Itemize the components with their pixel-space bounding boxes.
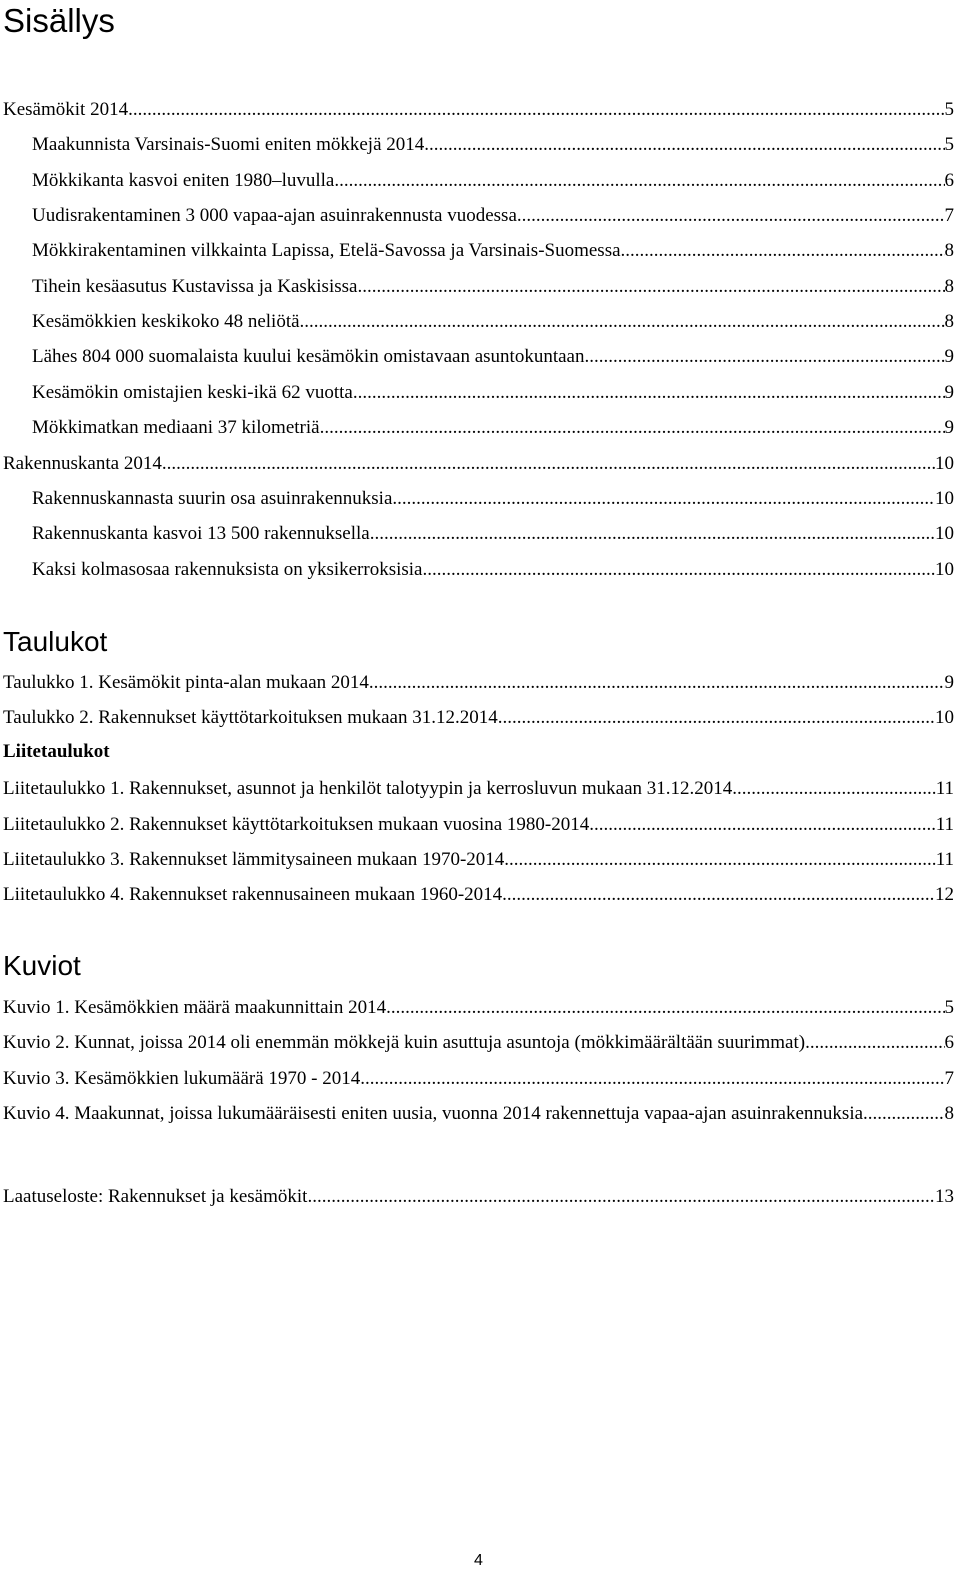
toc-entry-title: Kuvio 1. Kesämökkien määrä maakunnittain 2014 [3, 997, 387, 1018]
section-heading-figures: Kuviot [3, 950, 81, 981]
toc-entry-title: Mökkimatkan mediaani 37 kilometriä [32, 417, 320, 438]
toc-entry[interactable] [3, 1030, 954, 1056]
dot-leader [320, 415, 945, 441]
toc-entry-title: Rakennuskannasta suurin osa asuinrakennuksia [32, 488, 393, 509]
toc-entry-title: Kesämökin omistajien keski-ikä 62 vuotta [32, 382, 353, 403]
toc-entry-title: Kuvio 2. Kunnat, joissa 2014 oli enemmän mökkejä kuin asuttuja asuntoja (mökkimäärältään suurimmat) [3, 1032, 806, 1053]
dot-leader [360, 1066, 944, 1092]
section-heading-appendix-tables: Liitetaulukot [3, 741, 110, 762]
toc-entry-title: Tihein kesäasutus Kustavissa ja Kaskisissa [32, 276, 358, 297]
dot-leader [805, 1030, 944, 1056]
toc-entry-title: Lähes 804 000 suomalaista kuului kesämökin omistavaan asuntokuntaan [32, 346, 585, 367]
dot-leader [307, 1184, 935, 1210]
toc-entry-title: Mökkikanta kasvoi eniten 1980–luvulla [32, 170, 335, 191]
dot-leader [386, 995, 944, 1021]
toc-entry[interactable] [32, 274, 954, 300]
toc-entry[interactable] [3, 995, 954, 1021]
toc-entry-page: 9 [944, 346, 954, 367]
toc-entry-title: Rakennuskanta 2014 [3, 453, 162, 474]
toc-entry[interactable] [3, 882, 954, 908]
toc-entry-page: 11 [935, 778, 954, 799]
dot-leader [504, 847, 935, 873]
toc-entry-page: 6 [944, 1032, 954, 1053]
toc-entry-page: 12 [935, 884, 954, 905]
dot-leader [334, 168, 944, 194]
toc-entry[interactable] [32, 132, 954, 158]
toc-entry-title: Rakennuskanta kasvoi 13 500 rakennuksella [32, 523, 370, 544]
dot-leader [422, 557, 935, 583]
toc-entry-title: Kuvio 4. Maakunnat, joissa lukumääräisesti eniten uusia, vuonna 2014 rakennettuja vapaa-ajan asuinrakennuksia [3, 1103, 864, 1124]
toc-entry-title: Mökkirakentaminen vilkkainta Lapissa, Etelä-Savossa ja Varsinais-Suomessa [32, 240, 621, 261]
toc-entry[interactable] [3, 97, 954, 123]
toc-entry[interactable] [32, 557, 954, 583]
toc-entry-title: Liitetaulukko 2. Rakennukset käyttötarkoituksen mukaan vuosina 1980-2014 [3, 814, 590, 835]
toc-entry-title: Kuvio 3. Kesämökkien lukumäärä 1970 - 2014 [3, 1068, 361, 1089]
toc-entry-title: Maakunnista Varsinais-Suomi eniten mökkejä 2014 [32, 134, 425, 155]
dot-leader [498, 705, 935, 731]
toc-entry[interactable] [3, 1066, 954, 1092]
toc-entry-page: 9 [944, 672, 954, 693]
toc-entry[interactable] [32, 168, 954, 194]
toc-entry[interactable] [32, 486, 954, 512]
toc-entry-page: 7 [944, 1068, 954, 1089]
toc-entry[interactable] [3, 670, 954, 696]
toc-entry-page: 8 [944, 311, 954, 332]
toc-entry-page: 10 [935, 488, 954, 509]
toc-entry-title: Kaksi kolmasosaa rakennuksista on yksikerroksisia [32, 559, 423, 580]
toc-entry-title: Liitetaulukko 3. Rakennukset lämmitysaineen mukaan 1970-2014 [3, 849, 505, 870]
section-heading-tables: Taulukot [3, 626, 108, 657]
toc-entry-title: Taulukko 1. Kesämökit pinta-alan mukaan 2014 [3, 672, 369, 693]
toc-entry[interactable] [32, 415, 954, 441]
toc-entry-title: Kesämökkien keskikoko 48 neliötä [32, 311, 300, 332]
toc-entry[interactable] [32, 203, 954, 229]
toc-entry[interactable] [32, 380, 954, 406]
toc-entry-page: 10 [935, 453, 954, 474]
toc-entry[interactable] [3, 1184, 954, 1210]
toc-entry-page: 10 [935, 523, 954, 544]
toc-entry-page: 6 [944, 170, 954, 191]
dot-leader [369, 670, 945, 696]
toc-entry-title: Kesämökit 2014 [3, 99, 129, 120]
dot-leader [502, 882, 935, 908]
toc-entry[interactable] [3, 776, 954, 802]
toc-entry-page: 8 [944, 276, 954, 297]
toc-entry-page: 5 [944, 997, 954, 1018]
toc-entry-page: 11 [935, 814, 954, 835]
toc-entry[interactable] [32, 238, 954, 264]
toc-entry[interactable] [3, 812, 954, 838]
toc-entry-page: 8 [944, 1103, 954, 1124]
toc-entry[interactable] [3, 1101, 954, 1127]
dot-leader [370, 521, 935, 547]
dot-leader [392, 486, 935, 512]
page-number: 4 [474, 1552, 483, 1569]
toc-entry-page: 7 [944, 205, 954, 226]
toc-entry-page: 9 [944, 382, 954, 403]
dot-leader [424, 132, 944, 158]
dot-leader [517, 203, 945, 229]
toc-entry-page: 13 [935, 1186, 954, 1207]
toc-entry[interactable] [3, 705, 954, 731]
toc-entry-title: Liitetaulukko 4. Rakennukset rakennusaineen mukaan 1960-2014 [3, 884, 503, 905]
toc-entry-page: 8 [944, 240, 954, 261]
toc-entry-page: 10 [935, 707, 954, 728]
toc-entry-title: Uudisrakentaminen 3 000 vapaa-ajan asuinrakennusta vuodessa [32, 205, 517, 226]
dot-leader [732, 776, 935, 802]
toc-entry-page: 11 [935, 849, 954, 870]
toc-entry[interactable] [32, 309, 954, 335]
toc-entry[interactable] [3, 847, 954, 873]
toc-entry-page: 5 [944, 134, 954, 155]
toc-entry[interactable] [3, 451, 954, 477]
dot-leader [128, 97, 944, 123]
toc-entry-page: 10 [935, 559, 954, 580]
toc-entry-title: Taulukko 2. Rakennukset käyttötarkoituksen mukaan 31.12.2014 [3, 707, 498, 728]
toc-entry-title: Liitetaulukko 1. Rakennukset, asunnot ja henkilöt talotyypin ja kerrosluvun mukaan 31.12.2014 [3, 778, 733, 799]
dot-leader [621, 238, 945, 264]
page-title: Sisällys [3, 2, 115, 39]
dot-leader [162, 451, 935, 477]
toc-entry[interactable] [32, 344, 954, 370]
dot-leader [357, 274, 944, 300]
dot-leader [863, 1101, 944, 1127]
dot-leader [584, 344, 944, 370]
toc-entry-title: Laatuseloste: Rakennukset ja kesämökit [3, 1186, 308, 1207]
toc-entry[interactable] [32, 521, 954, 547]
dot-leader [589, 812, 935, 838]
dot-leader [300, 309, 945, 335]
dot-leader [353, 380, 945, 406]
toc-entry-page: 5 [944, 99, 954, 120]
toc-entry-page: 9 [944, 417, 954, 438]
